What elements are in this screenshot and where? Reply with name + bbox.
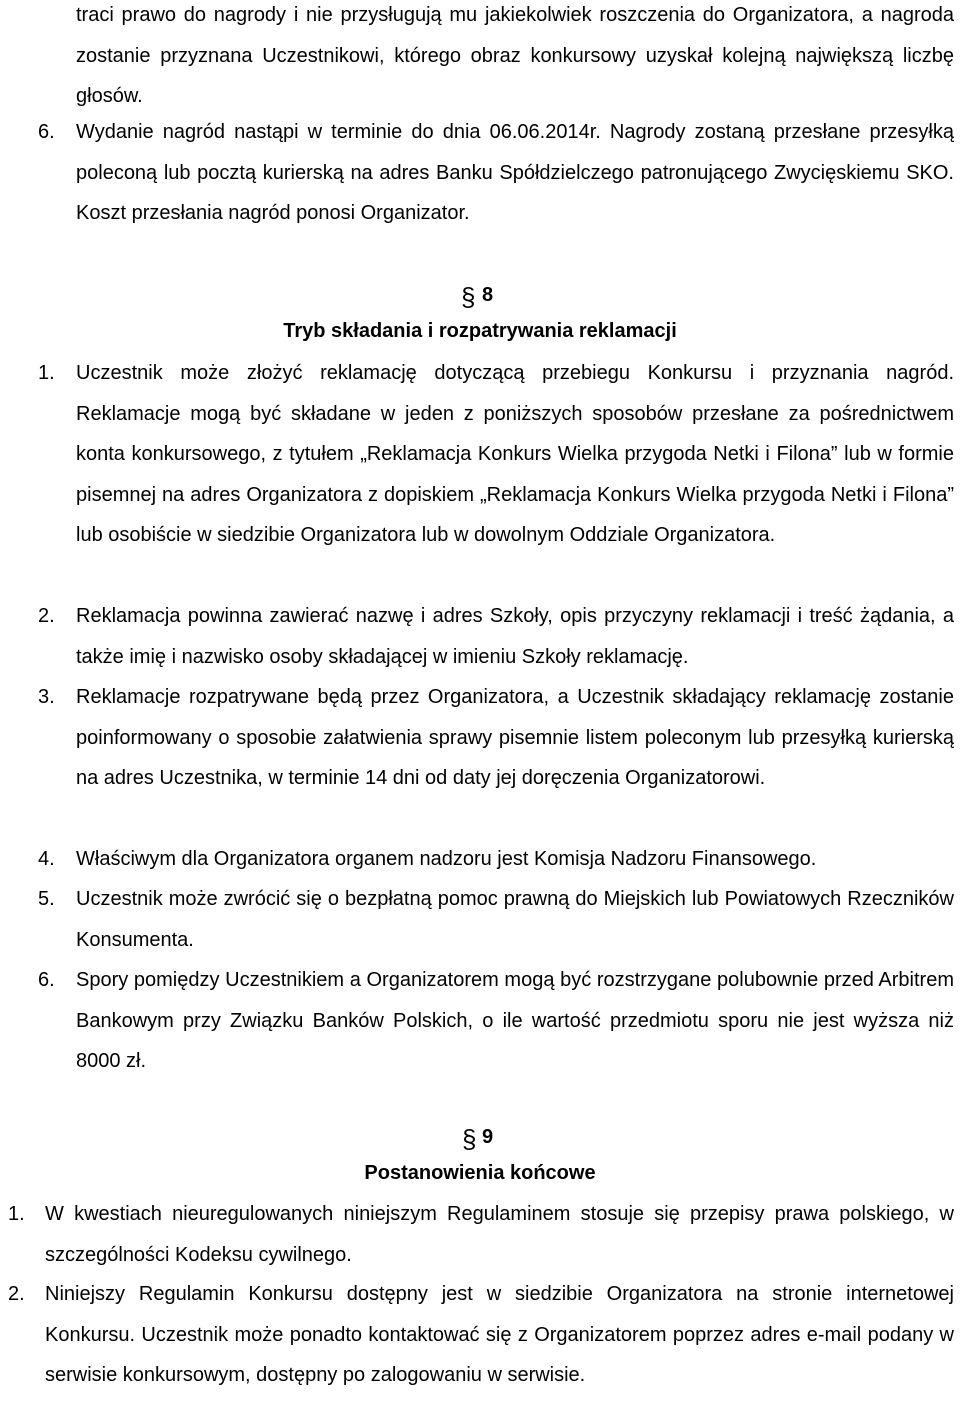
section-8-number	[440, 276, 520, 316]
continuation-paragraph: traci prawo do nagrody i nie przysługują mu jakiekolwiek roszczenia do Organizatora, a nagroda zostanie przyznana Uczestnikowi, którego obraz konkursowy uzyskał kolejną największą liczbę głosów.	[76, 4, 954, 107]
list-item-number: 5.	[38, 888, 55, 910]
paragraph-sign: §	[461, 282, 476, 312]
section-9-title: Postanowienia końcowe	[364, 1162, 596, 1184]
list-item-text: Wydanie nagród nastąpi w terminie do dnia 06.06.2014r. Nagrody zostaną przesłane przesyłką poleconą lub pocztą kurierską na adres Banku Spółdzielczego patronującego Zwycięskiemu SKO. Koszt przesłania nagród ponosi Organizator.	[76, 121, 954, 224]
list-item-text: Reklamacja powinna zawierać nazwę i adres Szkoły, opis przyczyny reklamacji i treść żądania, a także imię i nazwisko osoby składającej w imieniu Szkoły reklamację.	[76, 605, 954, 668]
list-item-text: Właściwym dla Organizatora organem nadzoru jest Komisja Nadzoru Finansowego.	[76, 848, 817, 870]
section-number-value: 9	[482, 1126, 494, 1148]
list-item-text: Niniejszy Regulamin Konkursu dostępny jest w siedzibie Organizatora na stronie internetowej Konkursu. Uczestnik może ponadto kontaktować się z Organizatorem poprzez adres e-mail podany w serwisie konkursowym, dostępny po zalogowaniu w serwisie.	[45, 1283, 954, 1386]
list-item-number: 1.	[38, 362, 55, 384]
list-item-number: 1.	[8, 1203, 25, 1225]
list-item-number: 6.	[38, 969, 55, 991]
section-9-number	[445, 1118, 525, 1158]
list-item-text: Reklamacje rozpatrywane będą przez Organizatora, a Uczestnik składający reklamację zostanie poinformowany o sposobie załatwienia sprawy pisemnie listem poleconym lub przesyłką kurierską na adres Uczestnika, w terminie 14 dni od daty jej doręczenia Organizatorowi.	[76, 686, 954, 789]
list-item-number: 6.	[38, 121, 55, 143]
list-item-text: Uczestnik może złożyć reklamację dotyczącą przebiegu Konkursu i przyznania nagród. Reklamacje mogą być składane w jeden z poniższych sposobów przesłane za pośrednictwem konta konkursowego, z tytułem „Reklamacja Konkurs Wielka przygoda Netki i Filona” lub w formie pisemnej na adres Organizatora z dopiskiem „Reklamacja Konkurs Wielka przygoda Netki i Filona” lub osobiście w siedzibie Organizatora lub w dowolnym Oddziale Organizatora.	[76, 362, 954, 546]
section-number-value: 8	[482, 284, 494, 306]
list-item-text: Uczestnik może zwrócić się o bezpłatną pomoc prawną do Miejskich lub Powiatowych Rzeczników Konsumenta.	[76, 888, 954, 951]
list-item-number: 2.	[8, 1283, 25, 1305]
list-item-text: Spory pomiędzy Uczestnikiem a Organizatorem mogą być rozstrzygane polubownie przed Arbitrem Bankowym przy Związku Banków Polskich, o ile wartość przedmiotu sporu nie jest wyższa niż 8000 zł.	[76, 969, 954, 1072]
section-8-title: Tryb składania i rozpatrywania reklamacji	[283, 320, 677, 342]
list-item-text: W kwestiach nieuregulowanych niniejszym Regulaminem stosuje się przepisy prawa polskiego, w szczególności Kodeksu cywilnego.	[45, 1203, 954, 1266]
list-item-number: 3.	[38, 686, 55, 708]
list-item-number: 2.	[38, 605, 55, 627]
list-item-number: 4.	[38, 848, 55, 870]
paragraph-sign: §	[462, 1124, 477, 1154]
